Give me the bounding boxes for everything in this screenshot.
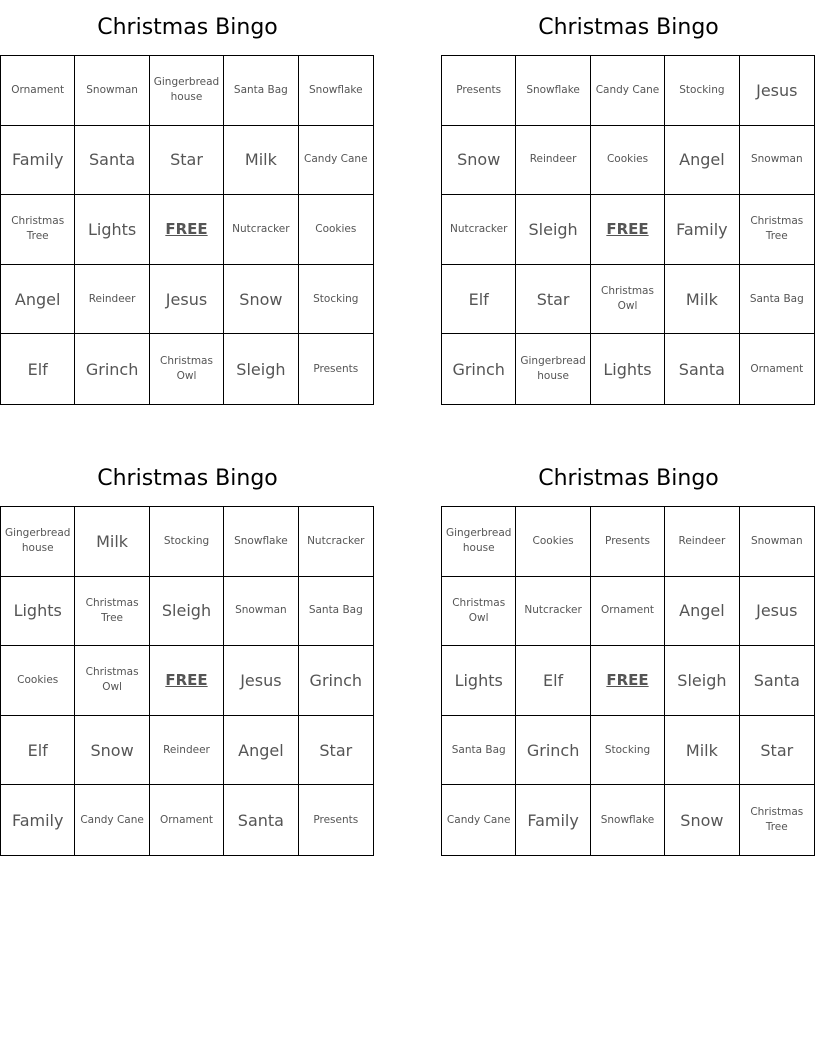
free-space-cell: FREE (150, 195, 224, 265)
bingo-cell: Snowflake (224, 507, 298, 577)
bingo-cell: Reindeer (150, 716, 224, 786)
bingo-cell: Gingerbread house (442, 507, 516, 577)
bingo-cell: Santa Bag (299, 577, 373, 647)
bingo-cell: Snowflake (299, 56, 373, 126)
bingo-cell: Nutcracker (224, 195, 298, 265)
bingo-cell: Sleigh (665, 646, 739, 716)
bingo-cell: Presents (442, 56, 516, 126)
bingo-cell: Snowman (224, 577, 298, 647)
bingo-cell: Christmas Tree (750, 806, 804, 834)
bingo-cell: Grinch (442, 334, 516, 404)
bingo-cell: Santa Bag (442, 716, 516, 786)
bingo-cell: Ornament (150, 785, 224, 855)
bingo-cell: Grinch (516, 716, 590, 786)
bingo-cell: Presents (591, 507, 665, 577)
bingo-cell: Grinch (75, 334, 149, 404)
bingo-cell: Christmas Owl (442, 577, 516, 647)
bingo-cell: Elf (516, 646, 590, 716)
bingo-cell: Angel (224, 716, 298, 786)
bingo-cell: Angel (665, 126, 739, 196)
bingo-cell: Star (299, 716, 373, 786)
bingo-card-1 (0, 0, 375, 410)
bingo-cell: Ornament (1, 56, 75, 126)
bingo-cell: Elf (1, 334, 75, 404)
bingo-cell: Jesus (150, 265, 224, 335)
bingo-cell: Family (665, 195, 739, 265)
bingo-cell: Christmas Owl (150, 334, 224, 404)
bingo-cell: Lights (442, 646, 516, 716)
card-title: Christmas Bingo (538, 466, 719, 491)
bingo-cell: Snowman (75, 56, 149, 126)
bingo-cell: Ornament (591, 577, 665, 647)
bingo-cell: Stocking (299, 265, 373, 335)
bingo-cell: Santa Bag (224, 56, 298, 126)
bingo-cell: Gingerbread house (150, 56, 224, 126)
bingo-cell: Candy Cane (299, 126, 373, 196)
bingo-cell: Nutcracker (299, 507, 373, 577)
card-title: Christmas Bingo (97, 466, 278, 491)
bingo-cell: Angel (1, 265, 75, 335)
bingo-grid (0, 55, 374, 405)
card-title: Christmas Bingo (97, 15, 278, 40)
bingo-cell: Presents (313, 362, 359, 375)
bingo-cell: Snow (224, 265, 298, 335)
bingo-cell: Snowman (740, 126, 814, 196)
bingo-cell: Family (516, 785, 590, 855)
bingo-cell: Elf (442, 265, 516, 335)
free-space-cell: FREE (591, 195, 665, 265)
card-title: Christmas Bingo (538, 15, 719, 40)
bingo-cell: Star (516, 265, 590, 335)
free-space-cell: FREE (591, 646, 665, 716)
bingo-cell: Sleigh (516, 195, 590, 265)
bingo-cell: Christmas Owl (591, 265, 665, 335)
bingo-cell: Elf (1, 716, 75, 786)
bingo-cell: Christmas Tree (1, 195, 75, 265)
bingo-card-2 (441, 0, 816, 410)
bingo-cell: Sleigh (224, 334, 298, 404)
bingo-cell: Sleigh (150, 577, 224, 647)
bingo-cell: Cookies (299, 195, 373, 265)
bingo-cell: Grinch (299, 646, 373, 716)
bingo-cell: Milk (665, 716, 739, 786)
bingo-cell: Milk (665, 265, 739, 335)
bingo-cell: Snow (442, 126, 516, 196)
bingo-cell: Nutcracker (516, 577, 590, 647)
bingo-cell: Candy Cane (442, 785, 516, 855)
bingo-cell: Santa (75, 126, 149, 196)
bingo-cell: Reindeer (665, 507, 739, 577)
bingo-cell: Milk (75, 507, 149, 577)
bingo-cell: Santa (740, 646, 814, 716)
bingo-cell: Stocking (150, 507, 224, 577)
bingo-cell: Christmas Tree (75, 577, 149, 647)
bingo-cell: Snow (665, 785, 739, 855)
bingo-cell: Christmas Owl (75, 646, 149, 716)
bingo-cell: Santa Bag (740, 265, 814, 335)
bingo-cell: Lights (1, 577, 75, 647)
bingo-cell: Family (1, 785, 75, 855)
bingo-cell: Ornament (750, 362, 804, 375)
bingo-cell: Stocking (665, 56, 739, 126)
bingo-cell: Christmas Tree (740, 195, 814, 265)
bingo-cell: Star (740, 716, 814, 786)
bingo-cell: Snowflake (591, 785, 665, 855)
bingo-cell: Santa (224, 785, 298, 855)
free-space-cell: FREE (150, 646, 224, 716)
bingo-cell: Presents (313, 813, 359, 826)
bingo-grid (441, 55, 815, 405)
bingo-cell: Snowflake (516, 56, 590, 126)
bingo-card-4 (441, 451, 816, 861)
bingo-cell: Cookies (1, 646, 75, 716)
bingo-cell: Snowman (740, 507, 814, 577)
bingo-cell: Snow (75, 716, 149, 786)
bingo-cell: Cookies (516, 507, 590, 577)
bingo-cell: Star (150, 126, 224, 196)
bingo-cell: Candy Cane (591, 56, 665, 126)
bingo-grid (441, 506, 815, 856)
bingo-cell: Jesus (224, 646, 298, 716)
bingo-cell: Jesus (740, 56, 814, 126)
bingo-cell: Lights (591, 334, 665, 404)
bingo-cell: Angel (665, 577, 739, 647)
bingo-cell: Candy Cane (75, 785, 149, 855)
bingo-cell: Family (1, 126, 75, 196)
bingo-grid (0, 506, 374, 856)
bingo-cell: Reindeer (516, 126, 590, 196)
bingo-cell: Stocking (591, 716, 665, 786)
bingo-cell: Lights (75, 195, 149, 265)
bingo-cell: Nutcracker (442, 195, 516, 265)
bingo-cell: Gingerbread house (1, 507, 75, 577)
bingo-cell: Cookies (591, 126, 665, 196)
bingo-cell: Milk (224, 126, 298, 196)
bingo-cell: Santa (665, 334, 739, 404)
bingo-card-3 (0, 451, 375, 861)
bingo-cell: Gingerbread house (516, 334, 590, 404)
bingo-cell: Reindeer (75, 265, 149, 335)
bingo-cell: Jesus (740, 577, 814, 647)
